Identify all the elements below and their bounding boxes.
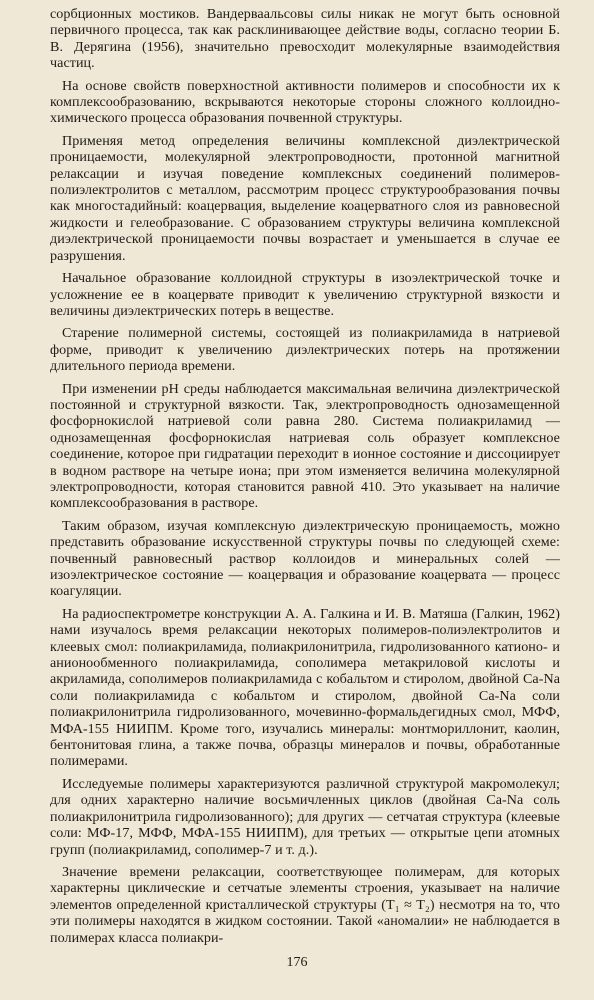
paragraph-8: На радиоспектрометре конструкции А. А. Галкина и И. В. Матяша (Галкин, 1962) нами изучалось время релаксации некоторых полимеров-полиэлектролитов и клеевых смол: полиакриламида, полиакрилонитрила, гидролизованного катионо- и анионообменного полиакриламида, сополимера метакриловой кислоты и акриламида, сополимеров полиакриламида с кобальтом и стиролом, двойной Ca-Na соли полиакриламида с кобальтом и стиролом, двойной Ca-Na соли полиакрилонитрила гидролизованного, мочевинно-формальдегидных смол, МФФ, МФА-155 НИИПМ. Кроме того, изучались минералы: монтмориллонит, каолин, бентонитовая глина, а также почва, образцы минералов и почвы, обработанные полимерами. <box>50 605 560 770</box>
paragraph-1: сорбционных мостиков. Вандерваальсовы силы никак не могут быть основной первичного процесса, так как расклинивающее действие воды, согласно теории Б. В. Дерягина (1956), значительно превосходит молекулярные взаимодействия частиц. <box>50 6 560 72</box>
paragraph-4: Начальное образование коллоидной структуры в изоэлектрической точке и усложнение ее в коацервате приводит к увеличению структурной вязкости и величины диэлектрических потерь в веществе. <box>50 270 560 319</box>
paragraph-10: Значение времени релаксации, соответствующее полимерам, для которых характерны циклические и сетчатые элементы строения, указывает на наличие элементов определенной кристаллической структуры (T₁ ≈ T₂) несмотря на то, что эти полимеры находятся в жидком состоянии. Такой «аномалии» не наблюдается в полимерах класса полиакри- <box>50 863 560 946</box>
paragraph-2: На основе свойств поверхностной активности полимеров и способности их к комплексообразованию, вскрываются некоторые стороны сложного коллоидно-химического процесса образования почвенной структуры. <box>50 77 560 127</box>
paragraph-5: Старение полимерной системы, состоящей из полиакриламида в натриевой форме, приводит к увеличению диэлектрических потерь на протяжении длительного периода времени. <box>50 325 560 375</box>
paragraph-9: Исследуемые полимеры характеризуются различной структурой макромолекул; для одних характерно наличие восьмичленных циклов (двойная Ca-Na соль полиакрилонитрила гидролизованного); для других — сетчатая структура (клеевые соли: МФ-17, МФФ, МФА-155 НИИПМ), для третьих — открытые цепи атомных групп (полиакриламид, сополимер-7 и т. д.). <box>50 775 560 858</box>
page-number: 176 <box>286 955 308 970</box>
paragraph-6: При изменении pH среды наблюдается максимальная величина диэлектрической постоянной и структурной вязкости. Так, электропроводность однозамещенной фосфорнокислой натриевой соли равна 280. Система полиакриламид — однозамещенная фосфорнокислая натриевая соль образует комплексное соединение, которое при гидратации переходит в ионное состояние и диссоциирует в водном растворе на четыре иона; при этом изменяется величина молекулярной электропроводности, которая становится равной 410. Это указывает на наличие комплексообразования в растворе. <box>50 380 560 512</box>
paragraph-7: Таким образом, изучая комплексную диэлектрическую проницаемость, можно представить образование искусственной структуры почвы по следующей схеме: почвенный равновесный раствор коллоидов и минеральных солей — изоэлектрическое состояние — коацервация и образование коацервата — процесс коагуляции. <box>50 517 560 600</box>
paragraph-3: Применяя метод определения величины комплексной диэлектрической проницаемости, молекулярной электропроводности, протонной магнитной релаксации и изучая поведение комплексных соединений полимеров-полиэлектролитов с металлом, рассмотрим процесс структурообразования почвы как многостадийный: коацервация, выделение коацерватного слоя из равновесной жидкости и гелеобразование. С образованием структуры величина комплексной диэлектрической проницаемости почвы возрастает и уменьшается в случае ее разрушения. <box>50 132 560 264</box>
